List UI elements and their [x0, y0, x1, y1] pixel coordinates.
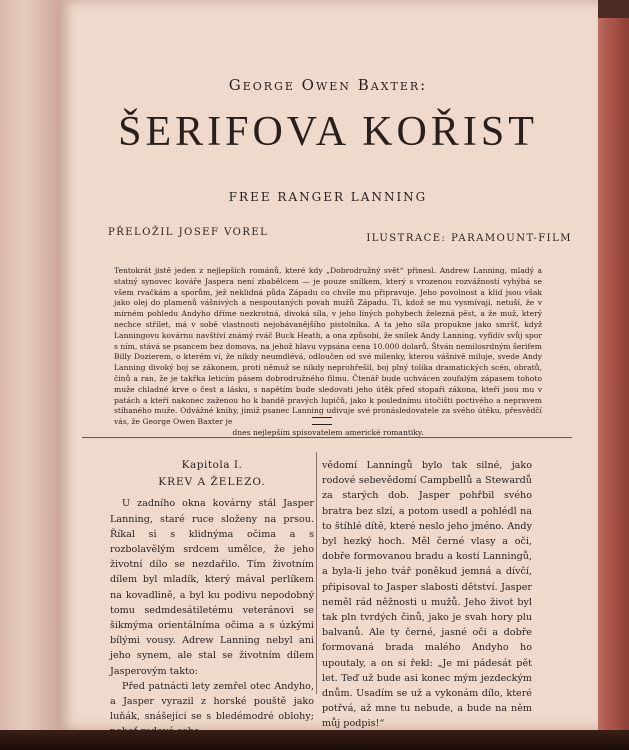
horizontal-rule	[82, 437, 572, 438]
chapter-title: KREV A ŽELEZO.	[158, 476, 266, 489]
book-bottom-shadow	[0, 730, 629, 750]
intro-closing-line: dnes nejlepším spisovatelem americké romantiky.	[232, 427, 424, 437]
body-paragraph: Před patnácti lety zemřel otec Andyho, a Jasper vyrazil z horské pouště jako luňák, snášející se s bledémodré oblohy; neboť rodové sebe-	[110, 680, 314, 738]
intro-blurb	[114, 266, 542, 439]
book-title: ŠERIFOVA KOŘIST	[118, 109, 538, 155]
chapter-number: Kapitola I.	[181, 459, 243, 471]
book-page	[58, 0, 598, 738]
body-paragraph: vědomí Lanningů bylo tak silné, jako rodové sebevědomí Campbellů a Stewardů za starých dob. Jasper pohřbil svého bratra bez slzí, a potom usedl a pohlédl na to štíhlé dítě, které neslo jeho jméno. Andy byl hezký hoch. Měl černé vlasy a oči, dobře formovanou bradu a kostí Lanningů, a byla-li jeho tvář poněkud jemná a dívčí, připisoval to Jasper slabosti dětství. Jasper neměl rád něžnosti u mužů. Jeho život byl tak pln tvrdých činů, jako je svah hory plu balvanů. Ale ty černé, jasné oči a dobře formovaná brada malého Andyho ho upoutaly, a on si řekl: „Je mi pádesát pět let. Teď už bude asi konec mým jezdeckým dnům. Usadím se už a vykonám dílo, které potřvá, až mne tu nebude, a bude na něm můj podpis!“	[322, 460, 532, 730]
text-column-right	[322, 458, 532, 732]
translator-credit: PŘELOŽIL JOSEF VOREL	[108, 227, 269, 238]
intro-paragraph: Tentokrát jistě jeden z nejlepších románů, které kdy „Dobrodružný svět“ přinesl. Andrew Lanning, mladý a statný synovec kováře Jaspera není zbabělcem — je pouze snílkem, který s vrozenou rozvážností vyhýbá se všem rvačkám a sporům, jež neklidná půda Západu co chvíle mu připravuje. Jeho povolnost a klid jsou však jako olej do plamenů vášnivých a nespoutaných povah mužů Západu. Ti, kdož se mu vysmívají, netuší, že v mírném pohledu Andyho dříme nezkrotná, divoká síla, v jeho líných pohybech železná pěst, a že muž, který nechce střílet, má v sobě vlastnosti nejobávanějšího pistolníka. A ta jeho síla propukne jako smršť, když Lanningovu kovárnu navštíví známý rváč Buck Heath, a ona způsobí, že snílek Andy Lanning, vyfídív svůj spor s ním, stává se psancem bez domova, na jehož hlavu vypsána cena 10.000 dolarů. Štván nemilosrdným šerifem Billy Dozierem, o kterém ví, že nikdy neumdlévá, odloučen od své milenky, kterou vášnivě miluje, svede Andy Lanning divoký boj se zákonem, proti němuž se nikdy neprohřešil, boj plný tolika dramatických scén, obratů, činů a ran, že je takřka leticím pásem dobrodružného filmu. Čtenář bude uchvácen zoufalým zápasem tohoto muže chladné krve o čest a lásku, s napětím bude sledovati jeho útěk před stopaři zákona, kteří jsou mu v patách a kteří nakonec zaženou ho k bandě pravých lupičů, jako k poslednímu útočišti poctivého a nepravem stíhaného muže. Odvážné knihy, jimiž psanec Lanning udivuje své pronásledovatele za svého útěku, přesvědčí vás, že George Owen Baxter je	[114, 266, 542, 427]
column-separator	[316, 452, 317, 694]
section-divider-ornament	[312, 417, 332, 425]
book-cover-edge	[593, 18, 629, 750]
text-column-left	[110, 458, 314, 740]
body-paragraph: U zadního okna kovárny stál Jasper Lanning, staré ruce složeny na prsou. Říkal si s klidnýma očima a s rozbolavělým srdcem umělce, že jeho životní dílo se nezdařilo. Tím životním dílem byl mladík, který mával perlíkem na kovadlině, a byl ku podivu nepodobný tomu sedmdesátiletému veteránovi se šikmýma orientálníma očima a s úzkými bílými vousy. Adrew Lanning nebyl ani jeho synem, ale stal se životním dílem Jasperovým takto:	[110, 498, 314, 677]
author-name: George Owen Baxter:	[228, 76, 428, 94]
book-subtitle: FREE RANGER LANNING	[228, 190, 428, 204]
illustration-credit: ILUSTRACE: PARAMOUNT-FILM	[366, 233, 572, 244]
book-binding	[0, 0, 60, 750]
